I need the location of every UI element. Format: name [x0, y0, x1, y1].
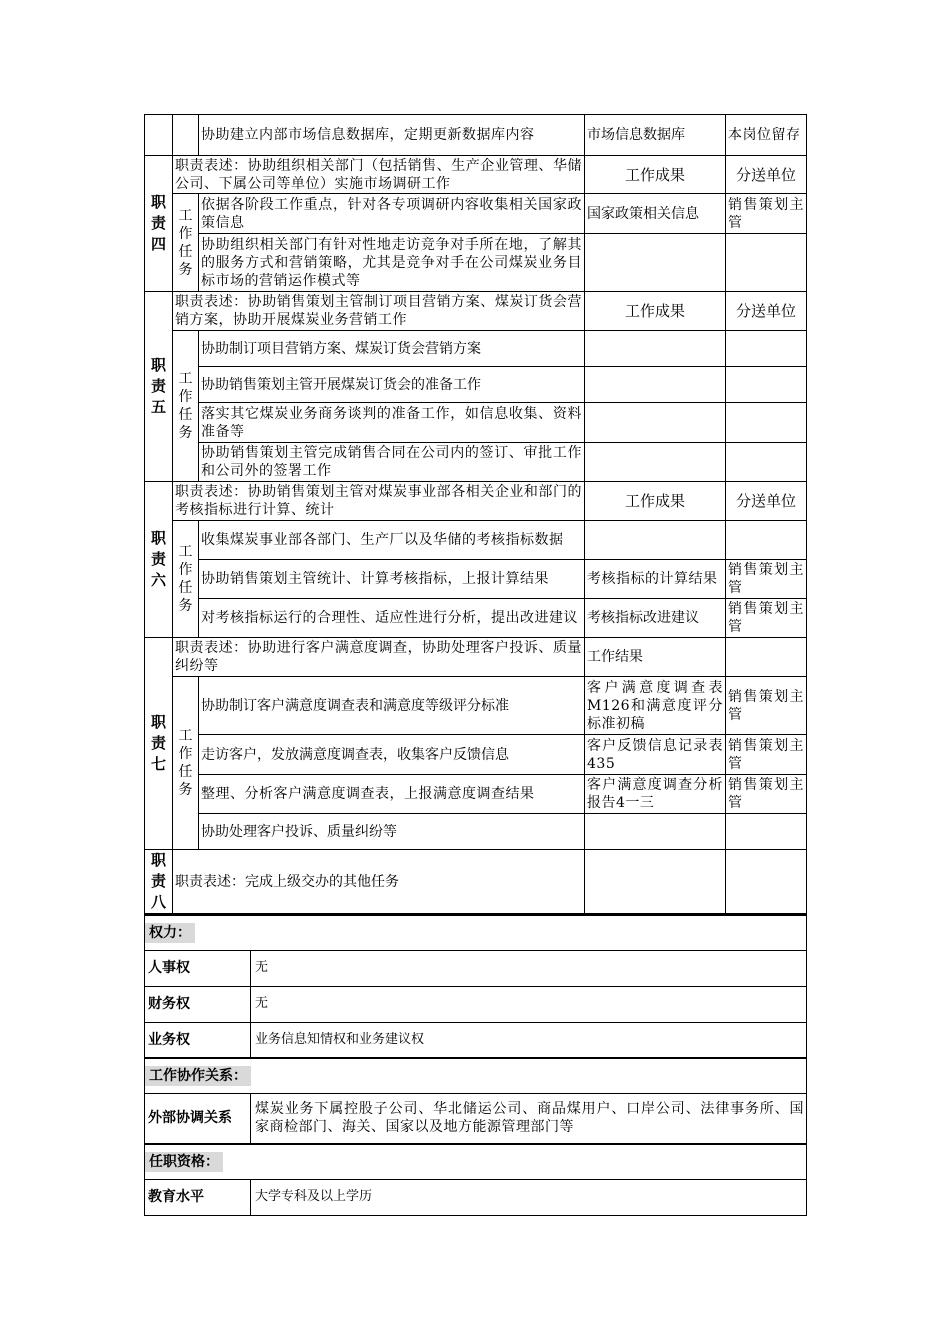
cooperation-heading: 工作协作关系：	[145, 1066, 251, 1086]
table-row	[145, 521, 807, 560]
task-text: 协助制订客户满意度调查表和满意度等级评分标准	[199, 677, 585, 735]
task-recipient: 销售策划主管	[726, 677, 807, 735]
authority-row	[145, 950, 807, 986]
info-table	[144, 914, 807, 1216]
task-output: 客户满意度调查分析报告4一三	[585, 775, 726, 814]
task-text: 落实其它煤炭业务商务谈判的准备工作，如信息收集、资料准备等	[199, 403, 585, 443]
task-recipient: 销售策划主管	[726, 560, 807, 599]
authority-key: 财务权	[145, 986, 251, 1022]
task-recipient	[726, 443, 807, 482]
duty-statement-row	[145, 482, 807, 521]
task-text: 协助销售策划主管完成销售合同在公司内的签订、审批工作和公司外的签署工作	[199, 443, 585, 482]
task-recipient: 本岗位留存	[726, 115, 807, 156]
table-row	[145, 735, 807, 775]
task-recipient	[726, 403, 807, 443]
task-output	[585, 234, 726, 292]
task-text: 协助组织相关部门有针对性地走访竞争对手所在地，了解其的服务方式和营销策略，尤其是竞争对手在公司煤炭业务目标市场的营销运作模式等	[199, 234, 585, 292]
table-row	[145, 367, 807, 403]
table-row	[145, 194, 807, 234]
task-recipient	[726, 331, 807, 367]
task-recipient	[726, 521, 807, 560]
duty-statement-row	[145, 850, 807, 914]
task-text: 依据各阶段工作重点，针对各专项调研内容收集相关国家政策信息	[199, 194, 585, 234]
duty-statement-row	[145, 156, 807, 194]
duty-label: 职责七	[145, 638, 173, 850]
authority-heading: 权力：	[145, 923, 195, 943]
task-recipient: 销售策划主管	[726, 775, 807, 814]
output-header: 工作成果	[585, 292, 726, 331]
cooperation-row	[145, 1093, 807, 1144]
table-row	[145, 814, 807, 850]
task-output	[585, 814, 726, 850]
task-recipient: 销售策划主管	[726, 735, 807, 775]
table-row	[145, 115, 807, 156]
output-header: 工作成果	[585, 156, 726, 194]
qualification-key: 教育水平	[145, 1179, 251, 1215]
authority-value: 业务信息知情权和业务建议权	[251, 1022, 807, 1058]
duty-label: 职责四	[145, 156, 173, 292]
task-text: 走访客户，发放满意度调查表，收集客户反馈信息	[199, 735, 585, 775]
task-output: 客户满意度调查表M126和满意度评分标准初稿	[585, 677, 726, 735]
job-description-document	[144, 114, 806, 1216]
task-recipient: 销售策划主管	[726, 194, 807, 234]
duty-statement-row	[145, 292, 807, 331]
table-row	[145, 775, 807, 814]
task-label: 工作任务	[173, 521, 199, 638]
task-recipient: 销售策划主管	[726, 599, 807, 638]
duty-label: 职责六	[145, 482, 173, 638]
recipient-header: 分送单位	[726, 156, 807, 194]
cooperation-key: 外部协调关系	[145, 1093, 251, 1144]
recipient-header: 分送单位	[726, 292, 807, 331]
duty-statement: 职责表述：协助销售策划主管制订项目营销方案、煤炭订货会营销方案，协助开展煤炭业务营销工作	[173, 292, 585, 331]
task-label: 工作任务	[173, 677, 199, 850]
task-recipient	[726, 814, 807, 850]
table-row	[145, 234, 807, 292]
authority-row	[145, 986, 807, 1022]
task-text: 协助销售策划主管开展煤炭订货会的准备工作	[199, 367, 585, 403]
task-text: 协助处理客户投诉、质量纠纷等	[199, 814, 585, 850]
task-output	[585, 443, 726, 482]
recipient-header: 分送单位	[726, 482, 807, 521]
table-row	[145, 677, 807, 735]
duty-statement: 职责表述：协助销售策划主管对煤炭事业部各相关企业和部门的考核指标进行计算、统计	[173, 482, 585, 521]
duty-statement-row	[145, 638, 807, 677]
task-text: 协助建立内部市场信息数据库，定期更新数据库内容	[199, 115, 585, 156]
duty-table	[144, 114, 807, 914]
duty-statement: 职责表述：协助组织相关部门（包括销售、生产企业管理、华储公司、下属公司等单位）实施市场调研工作	[173, 156, 585, 194]
task-text: 收集煤炭事业部各部门、生产厂以及华储的考核指标数据	[199, 521, 585, 560]
authority-value: 无	[251, 950, 807, 986]
task-output: 市场信息数据库	[585, 115, 726, 156]
cooperation-value: 煤炭业务下属控股子公司、华北储运公司、商品煤用户、口岸公司、法律事务所、国家商检部门、海关、国家以及地方能源管理部门等	[251, 1093, 807, 1144]
task-output	[585, 521, 726, 560]
task-output: 国家政策相关信息	[585, 194, 726, 234]
table-row	[145, 443, 807, 482]
task-text: 整理、分析客户满意度调查表，上报满意度调查结果	[199, 775, 585, 814]
cooperation-section-header	[145, 1058, 807, 1093]
task-text: 对考核指标运行的合理性、适应性进行分析，提出改进建议	[199, 599, 585, 638]
qualification-section-header	[145, 1144, 807, 1179]
duty-label: 职责八	[145, 850, 173, 914]
table-row	[145, 560, 807, 599]
qualification-value: 大学专科及以上学历	[251, 1179, 807, 1215]
authority-key: 业务权	[145, 1022, 251, 1058]
qualification-heading: 任职资格：	[145, 1152, 223, 1172]
task-recipient	[726, 234, 807, 292]
authority-section-header	[145, 915, 807, 950]
task-output	[585, 331, 726, 367]
task-label: 工作任务	[173, 331, 199, 482]
table-row	[145, 331, 807, 367]
task-output: 考核指标的计算结果	[585, 560, 726, 599]
task-label: 工作任务	[173, 194, 199, 292]
duty-label: 职责五	[145, 292, 173, 482]
task-text: 协助销售策划主管统计、计算考核指标，上报计算结果	[199, 560, 585, 599]
authority-key: 人事权	[145, 950, 251, 986]
task-output	[585, 367, 726, 403]
authority-row	[145, 1022, 807, 1058]
table-row	[145, 599, 807, 638]
task-output	[585, 403, 726, 443]
table-row	[145, 403, 807, 443]
task-output: 客户反馈信息记录表435	[585, 735, 726, 775]
duty-statement: 职责表述：协助进行客户满意度调查，协助处理客户投诉、质量纠纷等	[173, 638, 585, 677]
authority-value: 无	[251, 986, 807, 1022]
task-text: 协助制订项目营销方案、煤炭订货会营销方案	[199, 331, 585, 367]
qualification-row	[145, 1179, 807, 1215]
output-header: 工作成果	[585, 482, 726, 521]
task-recipient	[726, 367, 807, 403]
duty-statement: 职责表述：完成上级交办的其他任务	[173, 850, 585, 914]
task-output: 考核指标改进建议	[585, 599, 726, 638]
output-header: 工作结果	[585, 638, 726, 677]
